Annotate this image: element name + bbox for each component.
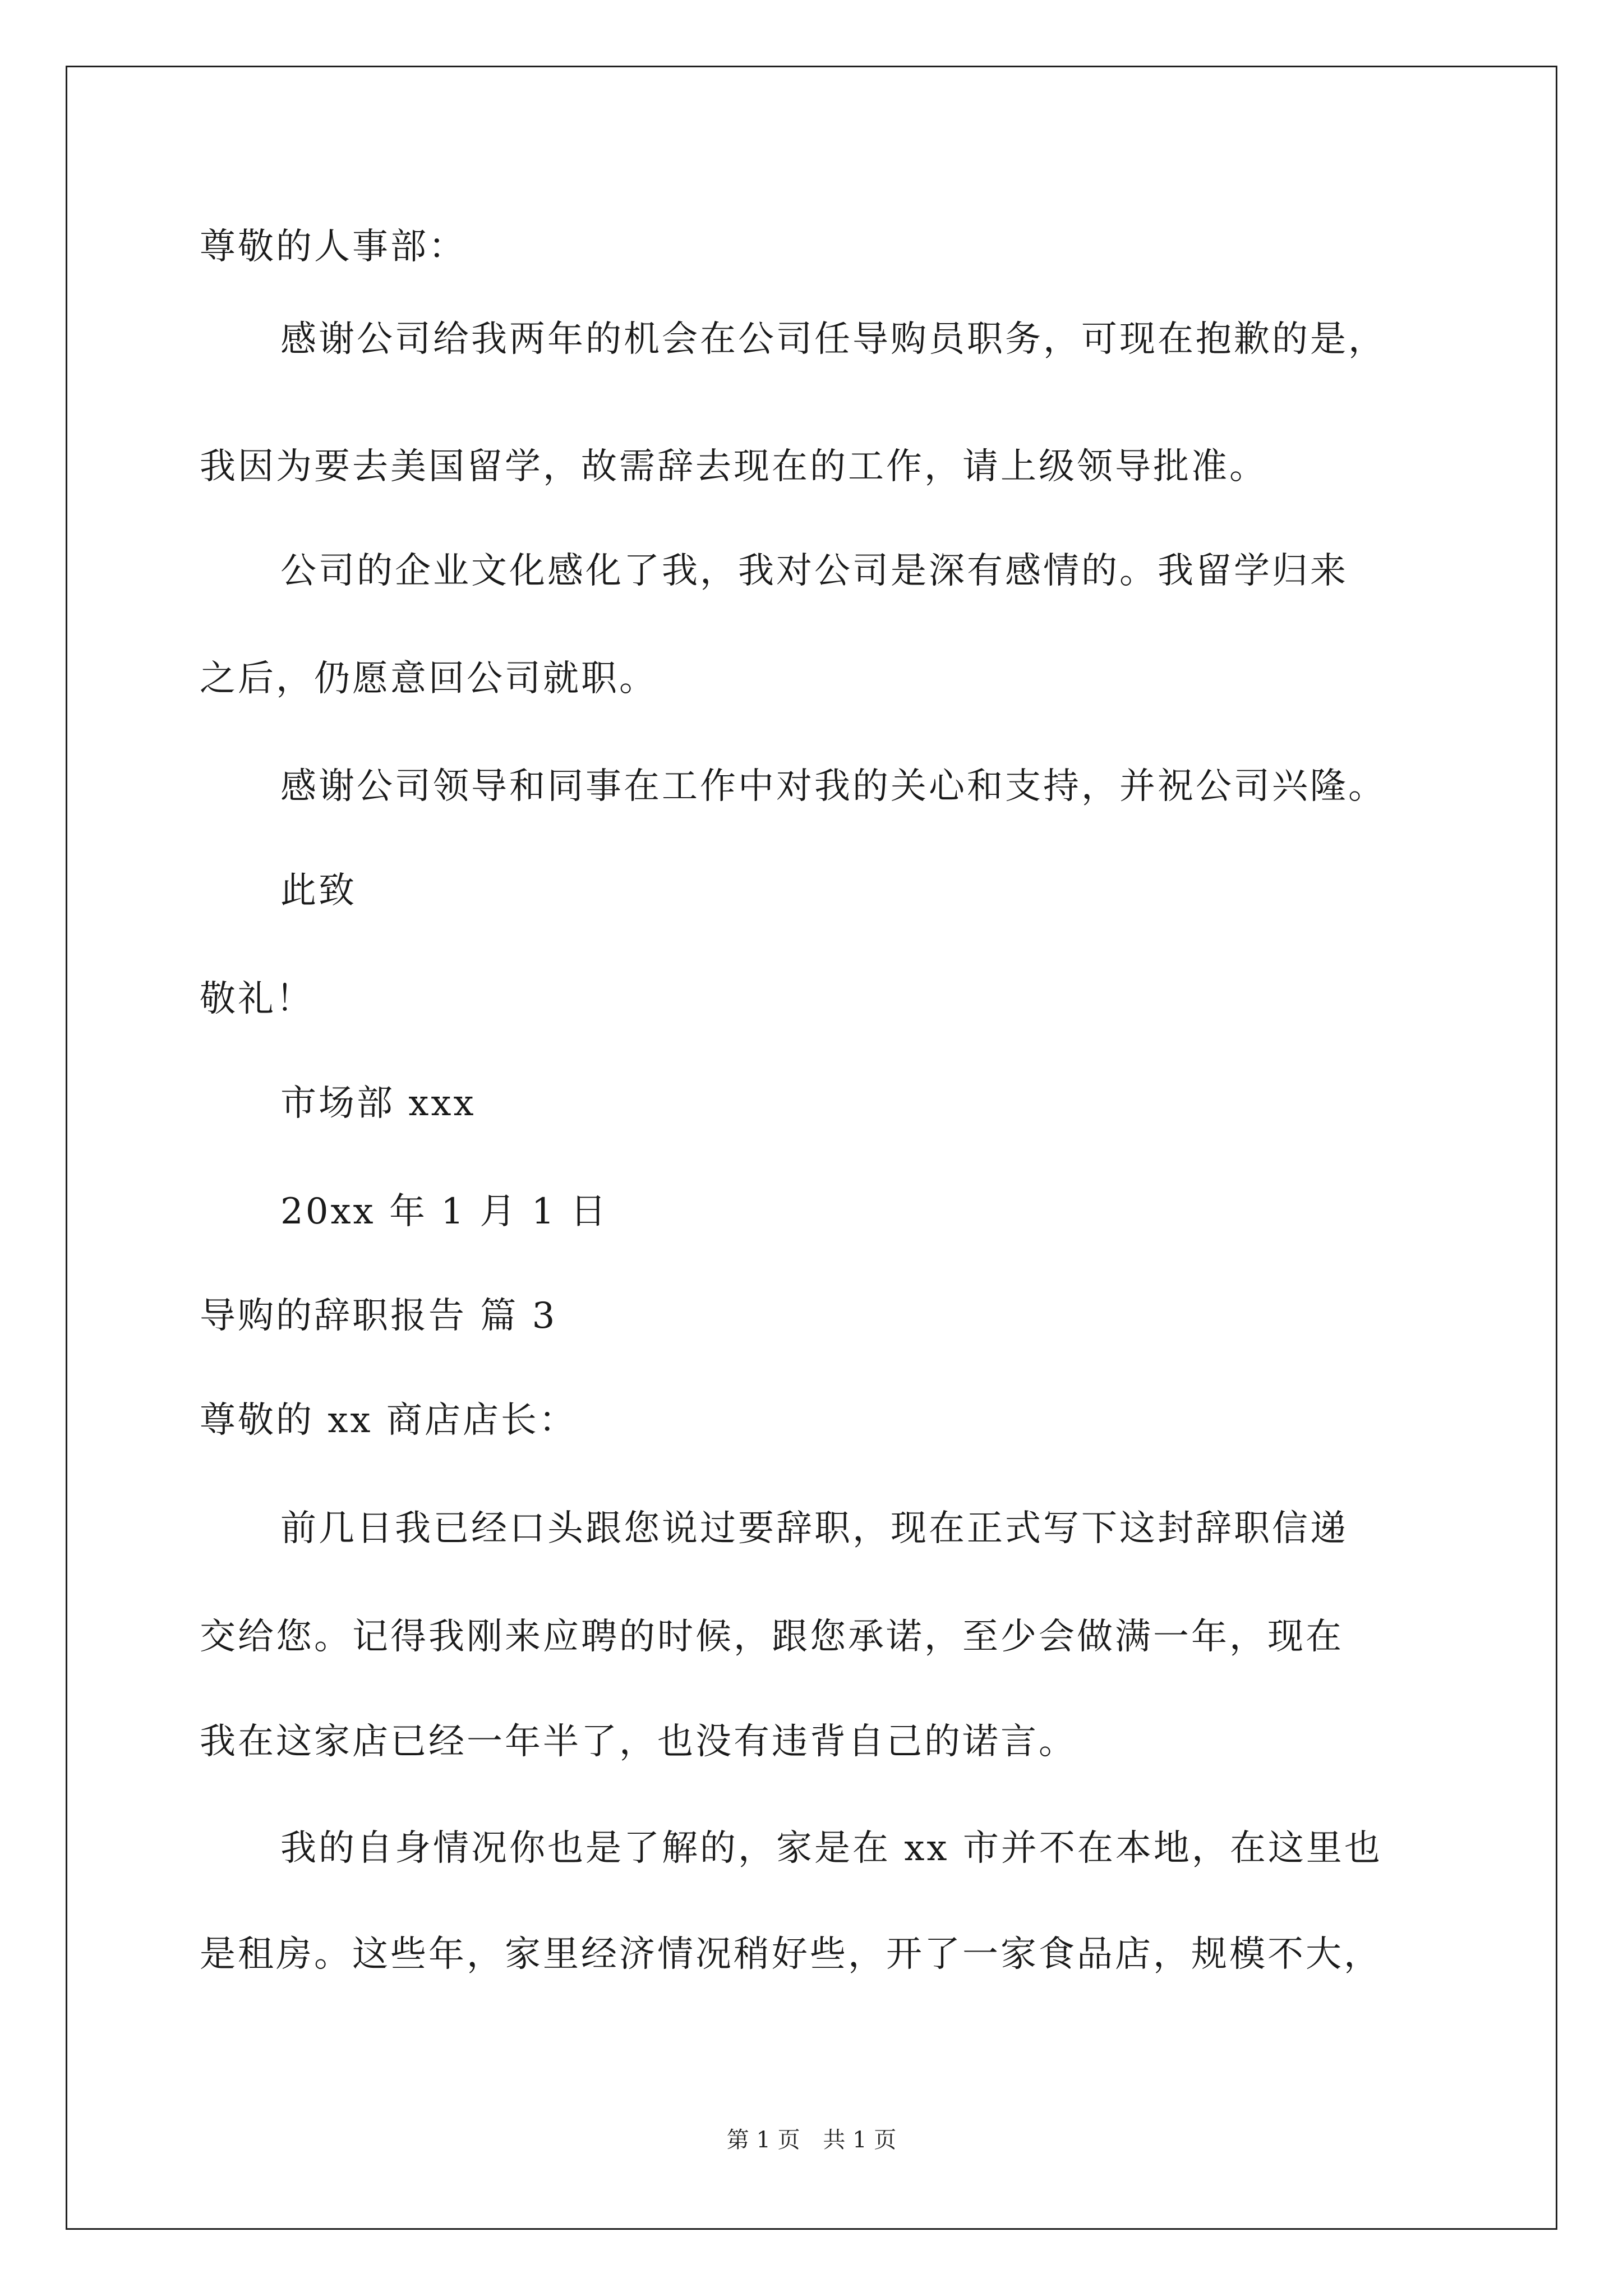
signature-line: 市场部 xxx <box>280 1083 476 1124</box>
closing-line: 敬礼！ <box>200 978 314 1020</box>
page-border <box>66 66 1557 2230</box>
paragraph-line: 感谢公司领导和同事在工作中对我的关心和支持，并祝公司兴隆。 <box>280 766 1386 807</box>
paragraph-line: 感谢公司给我两年的机会在公司任导购员职务，可现在抱歉的是， <box>280 319 1386 360</box>
section-heading: 导购的辞职报告 篇 3 <box>200 1295 557 1337</box>
paragraph-line: 交给您。记得我刚来应聘的时候，跟您承诺，至少会做满一年，现在 <box>200 1616 1344 1658</box>
paragraph-line: 前几日我已经口头跟您说过要辞职，现在正式写下这封辞职信递 <box>280 1508 1348 1549</box>
paragraph-line: 之后，仍愿意回公司就职。 <box>200 658 657 700</box>
paragraph-line: 我的自身情况你也是了解的，家是在 xx 市并不在本地，在这里也 <box>280 1828 1382 1869</box>
page-number: 第 1 页 <box>726 2127 800 2153</box>
salutation: 尊敬的人事部： <box>200 226 467 268</box>
page-total: 共 1 页 <box>823 2127 897 2153</box>
paragraph-line: 我因为要去美国留学，故需辞去现在的工作，请上级领导批准。 <box>200 446 1267 487</box>
paragraph-line: 我在这家店已经一年半了，也没有违背自己的诺言。 <box>200 1721 1077 1763</box>
paragraph-line: 公司的企业文化感化了我，我对公司是深有感情的。我留学归来 <box>280 550 1348 592</box>
paragraph-line: 是租房。这些年，家里经济情况稍好些，开了一家食品店，规模不大， <box>200 1934 1382 1975</box>
salutation: 尊敬的 xx 商店店长： <box>200 1400 577 1441</box>
date-line: 20xx 年 1 月 1 日 <box>280 1191 608 1232</box>
closing-line: 此致 <box>280 870 357 912</box>
page-footer <box>0 2126 1623 2154</box>
